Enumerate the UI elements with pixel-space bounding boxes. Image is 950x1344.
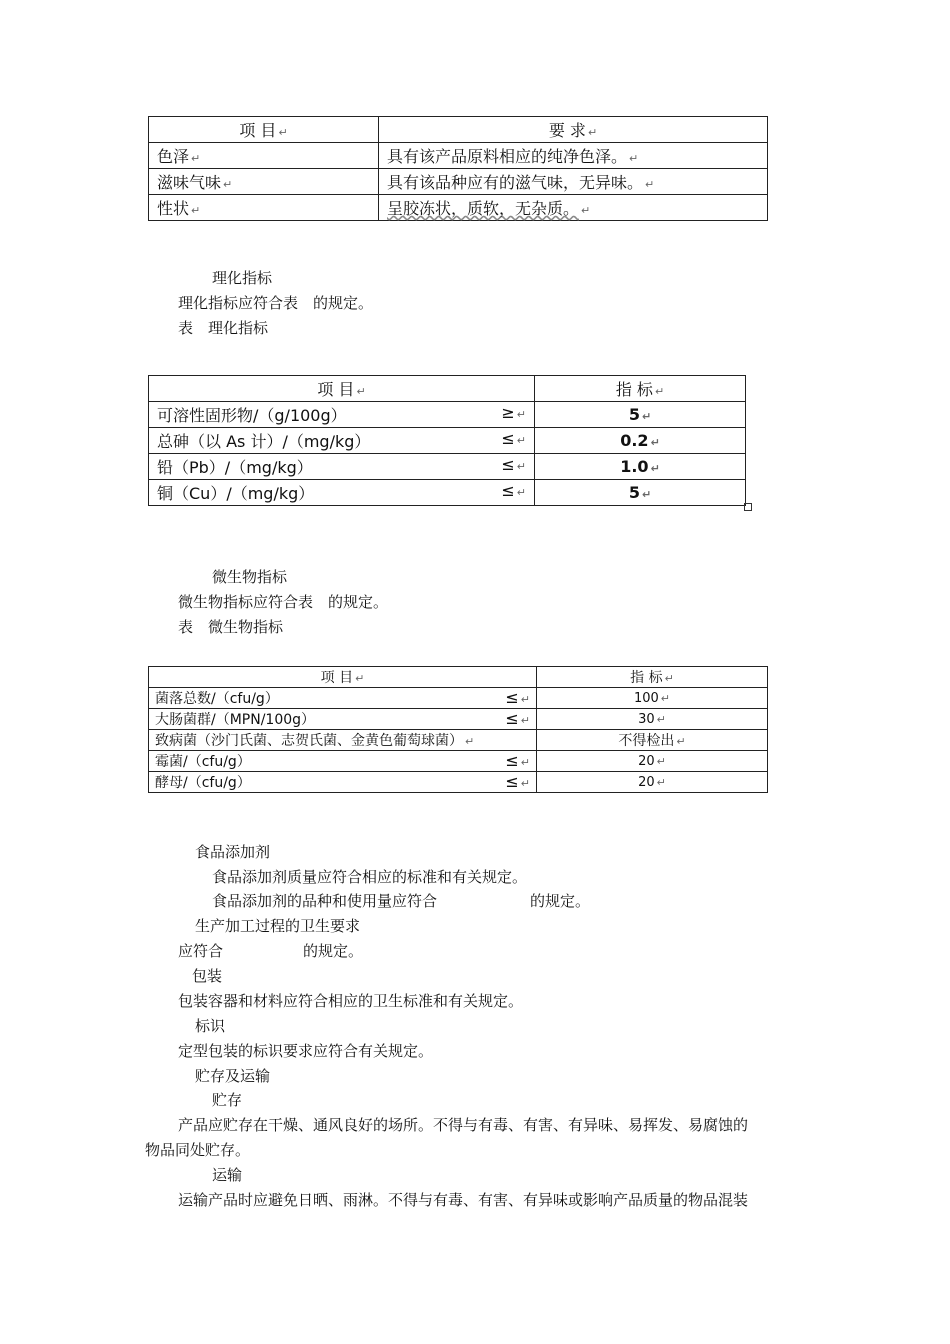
table-row xyxy=(149,730,768,751)
cell-value: 5 ↵ xyxy=(535,480,746,506)
cell-item: 色泽 ↵ xyxy=(149,143,379,169)
header-item: 项 目 ↵ xyxy=(149,117,379,143)
table-row xyxy=(149,454,746,480)
cell-item: 霉菌/（cfu/g） ≤ ↵ xyxy=(149,751,537,772)
paragraph-additives-1: 食品添加剂质量应符合相应的标准和有关规定。 xyxy=(212,868,528,886)
heading-storage: 贮存 xyxy=(212,1091,243,1109)
cell-requirement: 呈胶冻状，质软，无杂质。 ↵ xyxy=(379,195,768,221)
table-row xyxy=(149,169,768,195)
heading-transport: 运输 xyxy=(212,1166,243,1184)
table-row xyxy=(149,480,746,506)
cell-item: 致病菌（沙门氏菌、志贺氏菌、金黄色葡萄球菌） ↵ xyxy=(149,730,537,751)
section-intro-physchem: 理化指标应符合表 的规定。 xyxy=(178,294,374,312)
table-row xyxy=(149,195,768,221)
cell-item: 滋味气味 ↵ xyxy=(149,169,379,195)
heading-packaging: 包装 xyxy=(192,967,223,985)
physchem-table xyxy=(148,375,746,506)
heading-hygiene: 生产加工过程的卫生要求 xyxy=(195,917,361,935)
cell-value: 1.0 ↵ xyxy=(535,454,746,480)
table-caption-physchem: 表 理化指标 xyxy=(178,319,269,337)
header-index: 指 标 ↵ xyxy=(537,667,768,688)
cell-item: 铜（Cu）/（mg/kg） ≤ ↵ xyxy=(149,480,535,506)
cell-item: 可溶性固形物/（g/100g） ≥ ↵ xyxy=(149,402,535,428)
cell-item: 酵母/（cfu/g） ≤ ↵ xyxy=(149,772,537,793)
paragraph-hygiene-1a: 应符合 xyxy=(178,942,224,960)
cell-value: 不得检出 ↵ xyxy=(537,730,768,751)
cell-value: 20 ↵ xyxy=(537,772,768,793)
cell-value: 20 ↵ xyxy=(537,751,768,772)
paragraph-transport-1: 运输产品时应避免日晒、雨淋。不得与有毒、有害、有异味或影响产品质量的物品混装 xyxy=(178,1191,749,1209)
cell-item: 大肠菌群/（MPN/100g） ≤ ↵ xyxy=(149,709,537,730)
sensory-table xyxy=(148,116,768,221)
micro-table xyxy=(148,666,768,793)
cell-value: 100 ↵ xyxy=(537,688,768,709)
paragraph-storage-2: 物品同处贮存。 xyxy=(145,1141,251,1159)
paragraph-storage-1: 产品应贮存在干燥、通风良好的场所。不得与有毒、有害、有异味、易挥发、易腐蚀的 xyxy=(178,1116,749,1134)
table-header-row xyxy=(149,376,746,402)
cell-value: 30 ↵ xyxy=(537,709,768,730)
cell-item: 菌落总数/（cfu/g） ≤ ↵ xyxy=(149,688,537,709)
table-row xyxy=(149,772,768,793)
table-resize-handle[interactable] xyxy=(744,503,752,511)
heading-label: 标识 xyxy=(195,1017,226,1035)
heading-storage-transport: 贮存及运输 xyxy=(195,1067,271,1085)
paragraph-label-1: 定型包装的标识要求应符合有关规定。 xyxy=(178,1042,434,1060)
table-caption-micro: 表 微生物指标 xyxy=(178,618,284,636)
table-row xyxy=(149,688,768,709)
section-intro-micro: 微生物指标应符合表 的规定。 xyxy=(178,593,389,611)
table-row xyxy=(149,402,746,428)
header-item: 项 目 ↵ xyxy=(149,376,535,402)
cell-requirement: 具有该产品原料相应的纯净色泽。 ↵ xyxy=(379,143,768,169)
table-row xyxy=(149,428,746,454)
table-row xyxy=(149,143,768,169)
table-header-row xyxy=(149,667,768,688)
heading-additives: 食品添加剂 xyxy=(195,843,271,861)
paragraph-additives-2b: 的规定。 xyxy=(530,892,591,910)
cell-item: 铅（Pb）/（mg/kg） ≤ ↵ xyxy=(149,454,535,480)
section-title-physchem: 理化指标 xyxy=(212,269,273,287)
paragraph-additives-2a: 食品添加剂的品种和使用量应符合 xyxy=(212,892,438,910)
cell-requirement: 具有该品种应有的滋气味，无异味。 ↵ xyxy=(379,169,768,195)
paragraph-hygiene-1b: 的规定。 xyxy=(303,942,364,960)
cell-value: 0.2 ↵ xyxy=(535,428,746,454)
header-requirement: 要 求 ↵ xyxy=(379,117,768,143)
section-title-micro: 微生物指标 xyxy=(212,568,288,586)
header-item: 项 目 ↵ xyxy=(149,667,537,688)
table-header-row xyxy=(149,117,768,143)
cell-item: 性状 ↵ xyxy=(149,195,379,221)
table-row xyxy=(149,751,768,772)
header-index: 指 标 ↵ xyxy=(535,376,746,402)
cell-value: 5 ↵ xyxy=(535,402,746,428)
table-row xyxy=(149,709,768,730)
paragraph-packaging-1: 包装容器和材料应符合相应的卫生标准和有关规定。 xyxy=(178,992,524,1010)
cell-item: 总砷（以 As 计）/（mg/kg） ≤ ↵ xyxy=(149,428,535,454)
